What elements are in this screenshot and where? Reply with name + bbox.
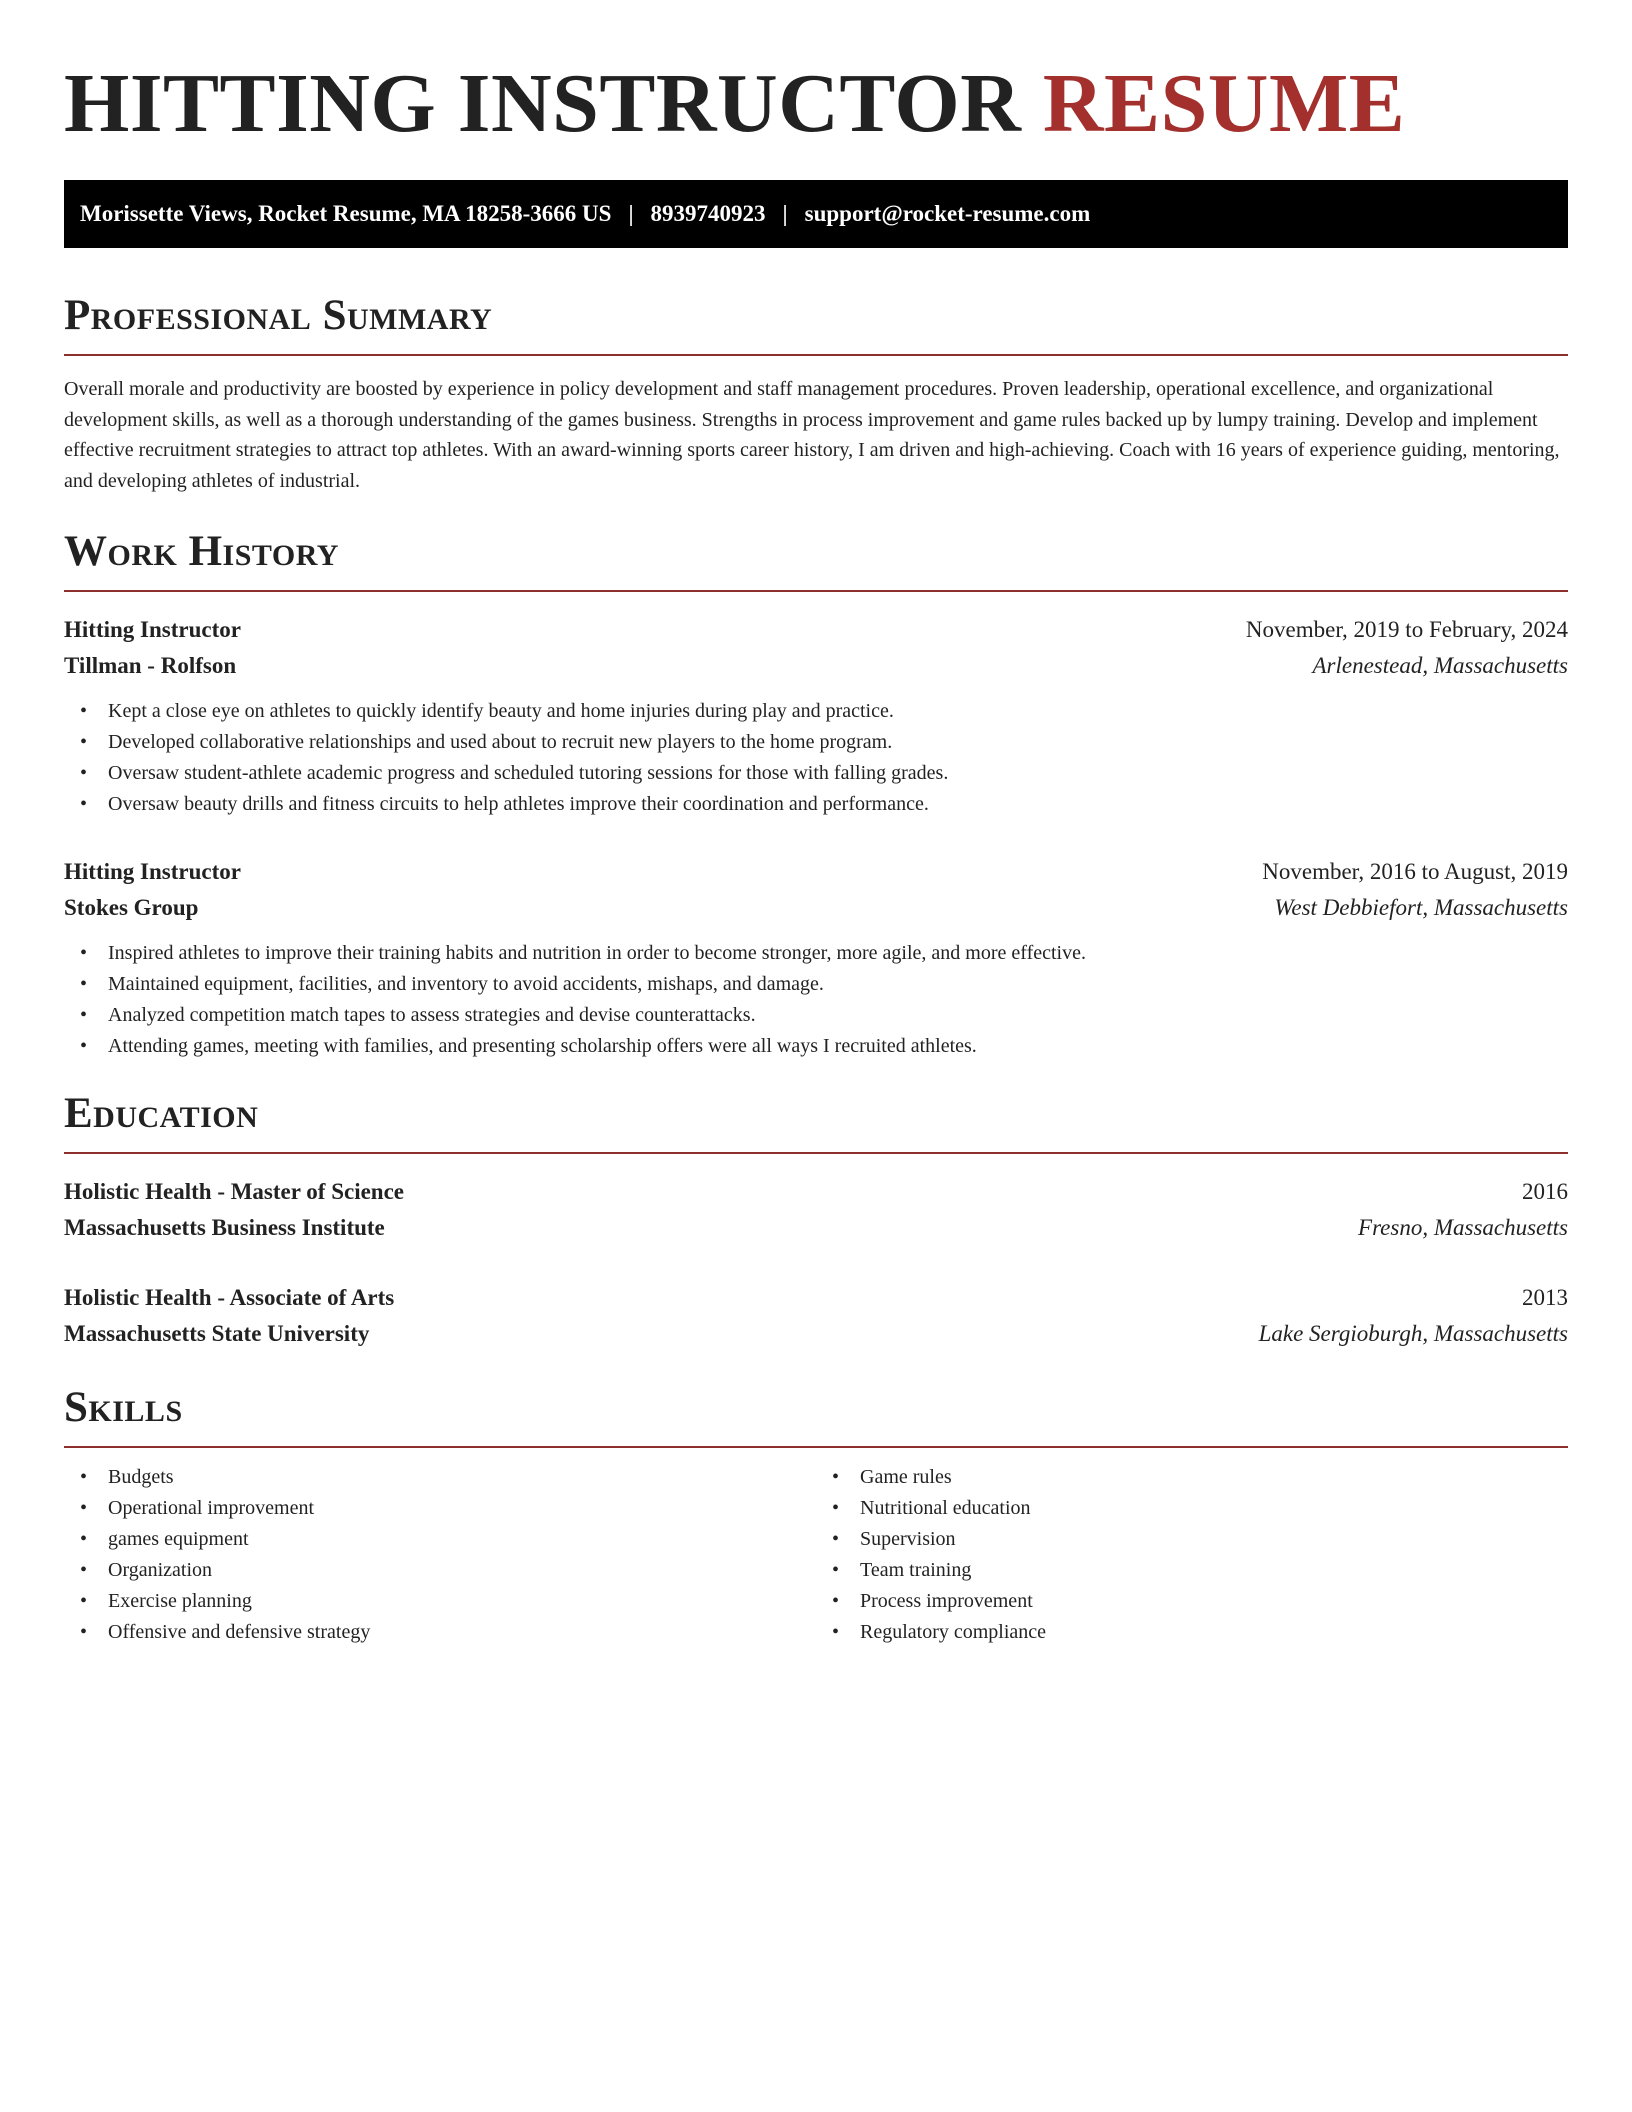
section-heading-summary: Professional Summary [64, 290, 1568, 356]
education-degree-row [64, 1174, 1568, 1210]
contact-bar [64, 180, 1568, 248]
job-title: Hitting Instructor [64, 617, 241, 642]
education-entry [64, 1280, 1568, 1352]
skill-item: • Process improvement [816, 1586, 1568, 1617]
contact-separator: | [782, 201, 788, 226]
job-company-row [64, 890, 1568, 926]
job-bullet: • Developed collaborative relationships and used about to recruit new players to the home program. [64, 727, 1568, 758]
job-dates: November, 2019 to February, 2024 [1245, 617, 1568, 642]
job-bullet: • Attending games, meeting with families, and presenting scholarship offers were all ways I recruited athletes. [64, 1031, 1568, 1062]
education-degree: Holistic Health - Associate of Arts [64, 1285, 395, 1310]
skills-bullets-right [816, 1462, 1568, 1648]
contact-address: Morissette Views, Rocket Resume, MA 18258-3666 US [80, 201, 612, 226]
section-heading-skills: Skills [64, 1382, 1568, 1448]
job-bullet: • Analyzed competition match tapes to assess strategies and devise counterattacks. [64, 1000, 1568, 1031]
skill-item: • Exercise planning [64, 1586, 816, 1617]
skill-item: • Organization [64, 1555, 816, 1586]
education-school: Massachusetts Business Institute [64, 1215, 385, 1240]
education-school-row [64, 1316, 1568, 1352]
job-bullet: • Maintained equipment, facilities, and inventory to avoid accidents, mishaps, and damage. [64, 969, 1568, 1000]
education-location: Lake Sergioburgh, Massachusetts [1258, 1321, 1568, 1346]
section-heading-education: Education [64, 1088, 1568, 1154]
skills-column-left [64, 1462, 816, 1648]
education-year: 2016 [1522, 1179, 1568, 1204]
job-dates: November, 2016 to August, 2019 [1262, 859, 1568, 884]
job-entry [64, 612, 1568, 820]
title-main: HITTING INSTRUCTOR [64, 57, 1022, 150]
skill-item: • Regulatory compliance [816, 1617, 1568, 1648]
job-bullet: • Oversaw student-athlete academic progress and scheduled tutoring sessions for those with falling grades. [64, 758, 1568, 789]
skill-item: • Budgets [64, 1462, 816, 1493]
job-header-row [64, 854, 1568, 890]
education-year: 2013 [1522, 1285, 1568, 1310]
job-bullets [64, 696, 1568, 820]
skill-item: • Nutritional education [816, 1493, 1568, 1524]
skill-item: • Supervision [816, 1524, 1568, 1555]
job-company: Tillman - Rolfson [64, 653, 237, 678]
job-company: Stokes Group [64, 895, 199, 920]
education-degree-row [64, 1280, 1568, 1316]
education-degree: Holistic Health - Master of Science [64, 1179, 405, 1204]
job-bullet: • Oversaw beauty drills and fitness circuits to help athletes improve their coordination and performance. [64, 789, 1568, 820]
job-header-row [64, 612, 1568, 648]
education-location: Fresno, Massachusetts [1358, 1215, 1568, 1240]
skills-list [64, 1462, 1568, 1648]
job-bullet: • Inspired athletes to improve their training habits and nutrition in order to become stronger, more agile, and more effective. [64, 938, 1568, 969]
job-bullets [64, 938, 1568, 1062]
education-school-row [64, 1210, 1568, 1246]
skill-item: • Game rules [816, 1462, 1568, 1493]
skill-item: • Offensive and defensive strategy [64, 1617, 816, 1648]
summary-text: Overall morale and productivity are boosted by experience in policy development and staff management procedures. Proven leadership, operational excellence, and organizational development skills, as well as a thorough understanding of the games business. Strengths in process improvement and game rules backed up by lumpy training. Develop and implement effective recruitment strategies to attract top athletes. With an award-winning sports career history, I am driven and high-achieving. Coach with 16 years of experience guiding, mentoring, and developing athletes of industrial. [64, 378, 1560, 492]
skill-item: • Team training [816, 1555, 1568, 1586]
job-company-row [64, 648, 1568, 684]
skill-item: • Operational improvement [64, 1493, 816, 1524]
job-entry [64, 854, 1568, 1062]
resume-title [64, 0, 1568, 152]
education-school: Massachusetts State University [64, 1321, 370, 1346]
contact-phone[interactable]: 8939740923 [650, 201, 766, 226]
education-entry [64, 1174, 1568, 1246]
title-accent: RESUME [1042, 57, 1406, 150]
job-bullet: • Kept a close eye on athletes to quickly identify beauty and home injuries during play and practice. [64, 696, 1568, 727]
job-location: Arlenestead, Massachusetts [1312, 653, 1568, 678]
job-location: West Debbiefort, Massachusetts [1274, 895, 1568, 920]
skill-item: • games equipment [64, 1524, 816, 1555]
job-title: Hitting Instructor [64, 859, 241, 884]
skills-bullets-left [64, 1462, 816, 1648]
contact-separator: | [628, 201, 634, 226]
skills-column-right [816, 1462, 1568, 1648]
section-heading-work-history: Work History [64, 526, 1568, 592]
contact-email[interactable]: support@rocket-resume.com [804, 201, 1091, 226]
